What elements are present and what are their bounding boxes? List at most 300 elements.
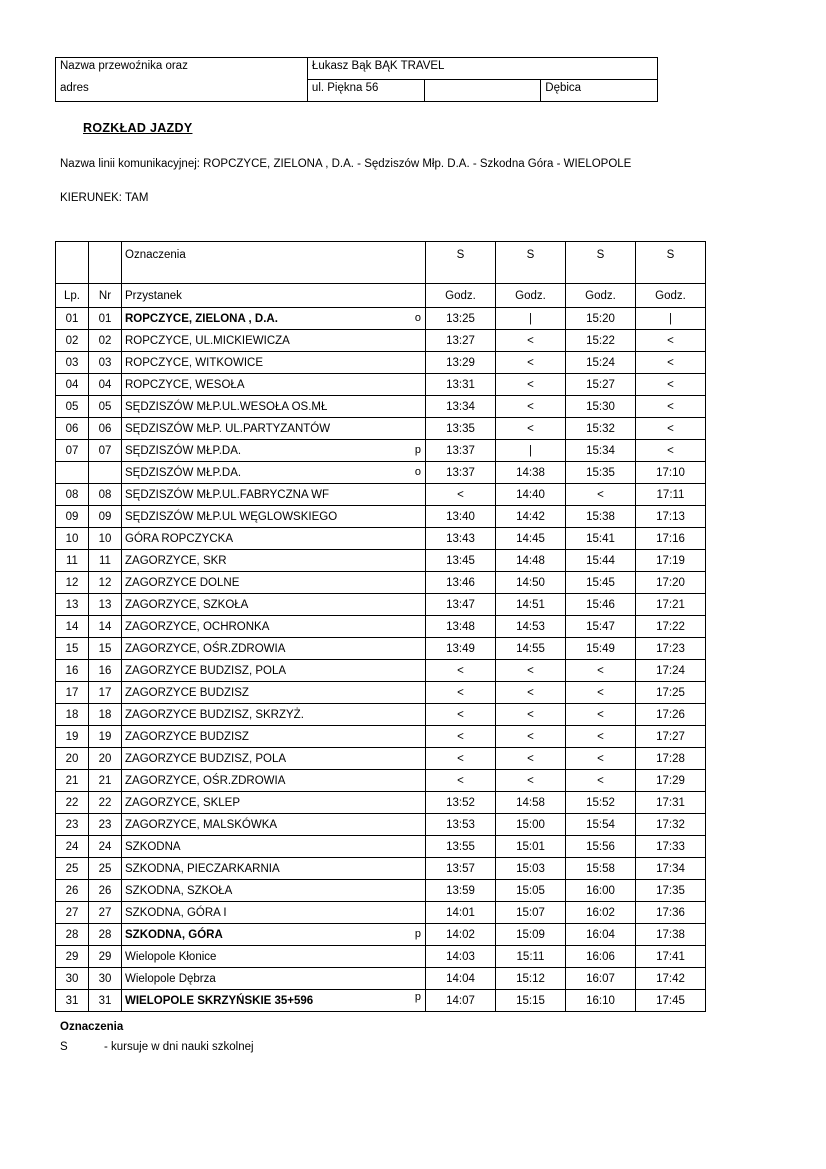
cell-time-course-2: 14:40 (496, 484, 566, 506)
header-time-3: Godz. (566, 284, 636, 308)
cell-stop-name (122, 814, 426, 836)
cell-nr: 29 (89, 946, 122, 968)
cell-time-course-2: < (496, 330, 566, 352)
cell-time-course-3: 15:30 (566, 396, 636, 418)
cell-time-course-4: 17:42 (636, 968, 706, 990)
cell-time-course-4: 17:13 (636, 506, 706, 528)
cell-time-course-1: 14:02 (426, 924, 496, 946)
header-time-4: Godz. (636, 284, 706, 308)
cell-time-course-1: 13:49 (426, 638, 496, 660)
cell-time-course-2: 14:48 (496, 550, 566, 572)
table-row (56, 880, 706, 902)
cell-time-course-2: 14:58 (496, 792, 566, 814)
cell-stop-name (122, 308, 426, 330)
cell-lp (56, 462, 89, 484)
cell-stop-name (122, 352, 426, 374)
header-time-2: Godz. (496, 284, 566, 308)
cell-stop-name (122, 836, 426, 858)
cell-time-course-3: 15:44 (566, 550, 636, 572)
cell-time-course-2: < (496, 660, 566, 682)
cell-nr: 14 (89, 616, 122, 638)
cell-time-course-1: 13:52 (426, 792, 496, 814)
cell-time-course-3: 15:20 (566, 308, 636, 330)
cell-stop-name (122, 968, 426, 990)
table-row (56, 352, 706, 374)
cell-time-course-3: 15:58 (566, 858, 636, 880)
cell-time-course-2: 14:42 (496, 506, 566, 528)
cell-nr: 30 (89, 968, 122, 990)
cell-lp: 02 (56, 330, 89, 352)
cell-time-course-4: < (636, 418, 706, 440)
cell-nr: 31 (89, 990, 122, 1012)
stop-flag-p: p (414, 444, 421, 456)
cell-time-course-1: 13:29 (426, 352, 496, 374)
cell-stop-name (122, 726, 426, 748)
cell-lp: 09 (56, 506, 89, 528)
cell-stop-name (122, 792, 426, 814)
stop-label: SZKODNA, GÓRA (125, 928, 223, 941)
table-row (56, 814, 706, 836)
carrier-info-table (55, 57, 658, 102)
cell-time-course-1: 13:37 (426, 462, 496, 484)
cell-stop-name (122, 616, 426, 638)
cell-lp: 08 (56, 484, 89, 506)
cell-stop-name (122, 770, 426, 792)
cell-lp: 29 (56, 946, 89, 968)
table-header-columns (56, 284, 706, 308)
cell-nr: 28 (89, 924, 122, 946)
cell-time-course-3: 15:52 (566, 792, 636, 814)
mark-course-3: S (566, 242, 636, 284)
table-row (56, 946, 706, 968)
cell-time-course-3: 15:32 (566, 418, 636, 440)
cell-time-course-4: 17:34 (636, 858, 706, 880)
table-header-marks (56, 242, 706, 284)
table-row (56, 462, 706, 484)
cell-stop-name (122, 902, 426, 924)
cell-lp: 06 (56, 418, 89, 440)
cell-time-course-3: 15:27 (566, 374, 636, 396)
stop-label: SZKODNA, SZKOŁA (125, 884, 233, 897)
cell-lp: 24 (56, 836, 89, 858)
cell-time-course-4: 17:20 (636, 572, 706, 594)
carrier-city: Dębica (541, 80, 658, 102)
cell-stop-name (122, 704, 426, 726)
cell-time-course-1: 13:57 (426, 858, 496, 880)
cell-lp: 28 (56, 924, 89, 946)
cell-time-course-1: 13:34 (426, 396, 496, 418)
cell-time-course-3: < (566, 484, 636, 506)
cell-time-course-2: 14:55 (496, 638, 566, 660)
cell-time-course-4: 17:10 (636, 462, 706, 484)
carrier-street: ul. Piękna 56 (307, 80, 424, 102)
cell-time-course-1: 13:55 (426, 836, 496, 858)
table-row (56, 704, 706, 726)
table-row (56, 396, 706, 418)
cell-stop-name (122, 330, 426, 352)
table-row (56, 638, 706, 660)
cell-time-course-4: 17:36 (636, 902, 706, 924)
stop-label: SĘDZISZÓW MŁP.UL WĘGLOWSKIEGO (125, 510, 338, 523)
cell-time-course-2: < (496, 748, 566, 770)
table-row (56, 594, 706, 616)
stop-label: ZAGORZYCE BUDZISZ (125, 686, 249, 699)
cell-time-course-4: < (636, 374, 706, 396)
cell-time-course-1: 13:31 (426, 374, 496, 396)
cell-time-course-1: 14:07 (426, 990, 496, 1012)
cell-stop-name (122, 858, 426, 880)
cell-nr (89, 462, 122, 484)
table-row (56, 506, 706, 528)
cell-stop-name (122, 484, 426, 506)
cell-nr: 16 (89, 660, 122, 682)
cell-time-course-3: 15:38 (566, 506, 636, 528)
header-time-1: Godz. (426, 284, 496, 308)
line-name: Nazwa linii komunikacyjnej: ROPCZYCE, ZIELONA , D.A. - Sędziszów Młp. D.A. - Szkodna Góra - WIELOPOLE (60, 158, 632, 170)
cell-time-course-1: 14:01 (426, 902, 496, 924)
cell-time-course-1: 13:47 (426, 594, 496, 616)
cell-lp: 18 (56, 704, 89, 726)
cell-time-course-3: < (566, 770, 636, 792)
cell-nr: 27 (89, 902, 122, 924)
stop-label: ROPCZYCE, WITKOWICE (125, 356, 263, 369)
mark-course-1: S (426, 242, 496, 284)
cell-stop-name (122, 528, 426, 550)
table-row (56, 858, 706, 880)
cell-nr: 11 (89, 550, 122, 572)
cell-time-course-3: 15:24 (566, 352, 636, 374)
table-row (56, 572, 706, 594)
table-row (56, 902, 706, 924)
table-row (56, 418, 706, 440)
stop-label: SZKODNA (125, 840, 181, 853)
page-title: ROZKŁAD JAZDY (83, 121, 193, 135)
cell-time-course-2: 15:05 (496, 880, 566, 902)
cell-time-course-1: 13:59 (426, 880, 496, 902)
cell-stop-name (122, 418, 426, 440)
cell-nr: 07 (89, 440, 122, 462)
cell-stop-name (122, 440, 426, 462)
table-row (56, 440, 706, 462)
cell-time-course-1: < (426, 770, 496, 792)
cell-time-course-1: < (426, 748, 496, 770)
cell-time-course-2: | (496, 440, 566, 462)
cell-time-course-4: < (636, 440, 706, 462)
cell-time-course-3: 15:22 (566, 330, 636, 352)
stop-label: SĘDZISZÓW MŁP. UL.PARTYZANTÓW (125, 422, 331, 435)
cell-lp: 13 (56, 594, 89, 616)
cell-nr: 02 (89, 330, 122, 352)
cell-lp: 22 (56, 792, 89, 814)
table-row (56, 770, 706, 792)
cell-time-course-4: 17:35 (636, 880, 706, 902)
cell-time-course-4: 17:32 (636, 814, 706, 836)
cell-time-course-4: 17:23 (636, 638, 706, 660)
cell-nr: 23 (89, 814, 122, 836)
legend-description: - kursuje w dni nauki szkolnej (104, 1041, 254, 1053)
stop-label: ZAGORZYCE BUDZISZ, POLA (125, 752, 287, 765)
legend-symbol: S (60, 1041, 68, 1053)
cell-time-course-2: < (496, 396, 566, 418)
cell-time-course-3: 16:00 (566, 880, 636, 902)
cell-time-course-2: 15:07 (496, 902, 566, 924)
cell-lp: 01 (56, 308, 89, 330)
cell-stop-name (122, 638, 426, 660)
table-row (56, 990, 706, 1012)
cell-time-course-1: 13:35 (426, 418, 496, 440)
cell-time-course-4: 17:21 (636, 594, 706, 616)
stop-label: ROPCZYCE, ZIELONA , D.A. (125, 312, 278, 325)
cell-time-course-3: 15:45 (566, 572, 636, 594)
cell-time-course-2: < (496, 374, 566, 396)
cell-time-course-1: 13:48 (426, 616, 496, 638)
cell-stop-name (122, 682, 426, 704)
cell-lp: 30 (56, 968, 89, 990)
cell-time-course-1: 13:27 (426, 330, 496, 352)
carrier-label-line2: adres (56, 80, 308, 102)
carrier-name: Łukasz Bąk BĄK TRAVEL (307, 58, 657, 80)
table-row (56, 550, 706, 572)
header-empty-lp (56, 242, 89, 284)
cell-lp: 04 (56, 374, 89, 396)
cell-lp: 19 (56, 726, 89, 748)
cell-time-course-3: 15:46 (566, 594, 636, 616)
cell-time-course-3: 16:07 (566, 968, 636, 990)
table-row (56, 836, 706, 858)
cell-time-course-2: 14:45 (496, 528, 566, 550)
cell-lp: 16 (56, 660, 89, 682)
cell-time-course-3: < (566, 748, 636, 770)
cell-stop-name (122, 550, 426, 572)
stop-label: SĘDZISZÓW MŁP.UL.WESOŁA OS.MŁ (125, 400, 328, 413)
cell-time-course-4: 17:27 (636, 726, 706, 748)
stop-flag-p: p (414, 991, 421, 1003)
stop-label: ZAGORZYCE, SKLEP (125, 796, 241, 809)
cell-time-course-2: < (496, 352, 566, 374)
cell-nr: 09 (89, 506, 122, 528)
cell-time-course-1: < (426, 682, 496, 704)
cell-time-course-1: 13:40 (426, 506, 496, 528)
header-lp: Lp. (56, 284, 89, 308)
cell-time-course-3: 15:49 (566, 638, 636, 660)
cell-time-course-4: 17:31 (636, 792, 706, 814)
cell-time-course-1: < (426, 704, 496, 726)
cell-nr: 26 (89, 880, 122, 902)
cell-time-course-3: < (566, 726, 636, 748)
cell-time-course-1: 14:04 (426, 968, 496, 990)
cell-nr: 12 (89, 572, 122, 594)
cell-nr: 20 (89, 748, 122, 770)
cell-time-course-4: < (636, 396, 706, 418)
stop-label: WIELOPOLE SKRZYŃSKIE 35+596 (125, 994, 314, 1007)
cell-time-course-3: 15:41 (566, 528, 636, 550)
cell-time-course-3: 16:02 (566, 902, 636, 924)
stop-label: Wielopole Kłonice (125, 950, 217, 963)
stop-label: ZAGORZYCE BUDZISZ (125, 730, 249, 743)
cell-time-course-4: 17:33 (636, 836, 706, 858)
cell-stop-name (122, 880, 426, 902)
cell-time-course-1: 13:45 (426, 550, 496, 572)
stop-label: ROPCZYCE, WESOŁA (125, 378, 245, 391)
cell-nr: 18 (89, 704, 122, 726)
table-row (56, 682, 706, 704)
cell-nr: 21 (89, 770, 122, 792)
stop-label: Wielopole Dębrza (125, 972, 216, 985)
cell-time-course-2: 14:51 (496, 594, 566, 616)
cell-time-course-3: 16:04 (566, 924, 636, 946)
cell-time-course-3: 15:35 (566, 462, 636, 484)
stop-label: ZAGORZYCE, SKR (125, 554, 227, 567)
cell-time-course-2: 15:00 (496, 814, 566, 836)
cell-stop-name (122, 660, 426, 682)
cell-time-course-3: 16:06 (566, 946, 636, 968)
cell-time-course-4: 17:26 (636, 704, 706, 726)
cell-time-course-1: 13:53 (426, 814, 496, 836)
cell-time-course-1: 13:25 (426, 308, 496, 330)
cell-nr: 10 (89, 528, 122, 550)
header-stop: Przystanek (122, 284, 426, 308)
cell-time-course-3: 15:56 (566, 836, 636, 858)
stop-label: ZAGORZYCE BUDZISZ, POLA (125, 664, 287, 677)
cell-time-course-4: 17:25 (636, 682, 706, 704)
cell-time-course-3: < (566, 704, 636, 726)
cell-time-course-4: 17:38 (636, 924, 706, 946)
cell-time-course-4: | (636, 308, 706, 330)
cell-time-course-4: 17:29 (636, 770, 706, 792)
cell-time-course-3: 15:34 (566, 440, 636, 462)
cell-lp: 26 (56, 880, 89, 902)
cell-time-course-4: 17:45 (636, 990, 706, 1012)
stop-label: SZKODNA, GÓRA I (125, 906, 227, 919)
cell-time-course-1: < (426, 660, 496, 682)
stop-label: ZAGORZYCE, SZKOŁA (125, 598, 249, 611)
header-empty-nr (89, 242, 122, 284)
cell-lp: 27 (56, 902, 89, 924)
legend-title: Oznaczenia (60, 1021, 124, 1033)
cell-time-course-2: 14:53 (496, 616, 566, 638)
cell-nr: 19 (89, 726, 122, 748)
cell-time-course-4: 17:24 (636, 660, 706, 682)
table-row (56, 58, 658, 80)
carrier-empty-cell (424, 80, 541, 102)
cell-nr: 15 (89, 638, 122, 660)
table-row (56, 748, 706, 770)
cell-time-course-4: 17:16 (636, 528, 706, 550)
stop-label: ROPCZYCE, UL.MICKIEWICZA (125, 334, 290, 347)
cell-time-course-2: < (496, 704, 566, 726)
cell-stop-name (122, 374, 426, 396)
stop-label: SĘDZISZÓW MŁP.UL.FABRYCZNA WF (125, 488, 330, 501)
cell-nr: 17 (89, 682, 122, 704)
cell-stop-name (122, 396, 426, 418)
cell-time-course-4: 17:41 (636, 946, 706, 968)
timetable (55, 241, 706, 1012)
stop-flag-o: o (414, 312, 421, 324)
cell-time-course-4: 17:28 (636, 748, 706, 770)
cell-nr: 22 (89, 792, 122, 814)
cell-nr: 08 (89, 484, 122, 506)
cell-nr: 04 (89, 374, 122, 396)
cell-time-course-3: < (566, 660, 636, 682)
mark-course-2: S (496, 242, 566, 284)
header-nr: Nr (89, 284, 122, 308)
mark-course-4: S (636, 242, 706, 284)
cell-lp: 14 (56, 616, 89, 638)
cell-time-course-1: < (426, 484, 496, 506)
cell-time-course-2: < (496, 418, 566, 440)
table-row (56, 80, 658, 102)
cell-time-course-4: < (636, 330, 706, 352)
cell-time-course-4: 17:22 (636, 616, 706, 638)
table-row (56, 528, 706, 550)
stop-label: ZAGORZYCE BUDZISZ, SKRZYŻ. (125, 708, 304, 721)
cell-lp: 15 (56, 638, 89, 660)
stop-label: ZAGORZYCE, OCHRONKA (125, 620, 270, 633)
cell-nr: 06 (89, 418, 122, 440)
cell-time-course-3: 15:54 (566, 814, 636, 836)
table-row (56, 616, 706, 638)
cell-time-course-2: < (496, 726, 566, 748)
cell-time-course-2: | (496, 308, 566, 330)
cell-lp: 12 (56, 572, 89, 594)
table-row (56, 308, 706, 330)
table-row (56, 924, 706, 946)
stop-label: ZAGORZYCE, MALSKÓWKA (125, 818, 278, 831)
cell-lp: 10 (56, 528, 89, 550)
cell-time-course-1: 13:37 (426, 440, 496, 462)
cell-time-course-2: < (496, 770, 566, 792)
table-row (56, 726, 706, 748)
cell-time-course-2: 15:01 (496, 836, 566, 858)
table-row (56, 792, 706, 814)
cell-time-course-3: 15:47 (566, 616, 636, 638)
cell-time-course-2: 15:12 (496, 968, 566, 990)
cell-stop-name (122, 462, 426, 484)
stop-label: ZAGORZYCE DOLNE (125, 576, 240, 589)
stop-label: ZAGORZYCE, OŚR.ZDROWIA (125, 774, 286, 787)
cell-nr: 13 (89, 594, 122, 616)
table-row (56, 660, 706, 682)
direction-label: KIERUNEK: TAM (60, 192, 149, 204)
cell-stop-name (122, 506, 426, 528)
legend-row (60, 1041, 254, 1053)
cell-time-course-2: < (496, 682, 566, 704)
cell-lp: 20 (56, 748, 89, 770)
header-marks-label: Oznaczenia (122, 242, 426, 284)
stop-flag-p: p (414, 928, 421, 940)
table-row (56, 484, 706, 506)
cell-lp: 23 (56, 814, 89, 836)
cell-time-course-4: < (636, 352, 706, 374)
cell-time-course-1: 13:46 (426, 572, 496, 594)
cell-time-course-1: < (426, 726, 496, 748)
stop-label: SZKODNA, PIECZARKARNIA (125, 862, 280, 875)
cell-lp: 11 (56, 550, 89, 572)
table-row (56, 968, 706, 990)
cell-nr: 05 (89, 396, 122, 418)
cell-time-course-2: 14:50 (496, 572, 566, 594)
cell-nr: 24 (89, 836, 122, 858)
cell-time-course-1: 14:03 (426, 946, 496, 968)
cell-time-course-2: 15:03 (496, 858, 566, 880)
stop-label: SĘDZISZÓW MŁP.DA. (125, 444, 242, 457)
carrier-label-line1: Nazwa przewoźnika oraz (56, 58, 308, 80)
cell-time-course-3: 16:10 (566, 990, 636, 1012)
stop-label: ZAGORZYCE, OŚR.ZDROWIA (125, 642, 286, 655)
cell-lp: 21 (56, 770, 89, 792)
cell-stop-name (122, 990, 426, 1012)
cell-time-course-1: 13:43 (426, 528, 496, 550)
